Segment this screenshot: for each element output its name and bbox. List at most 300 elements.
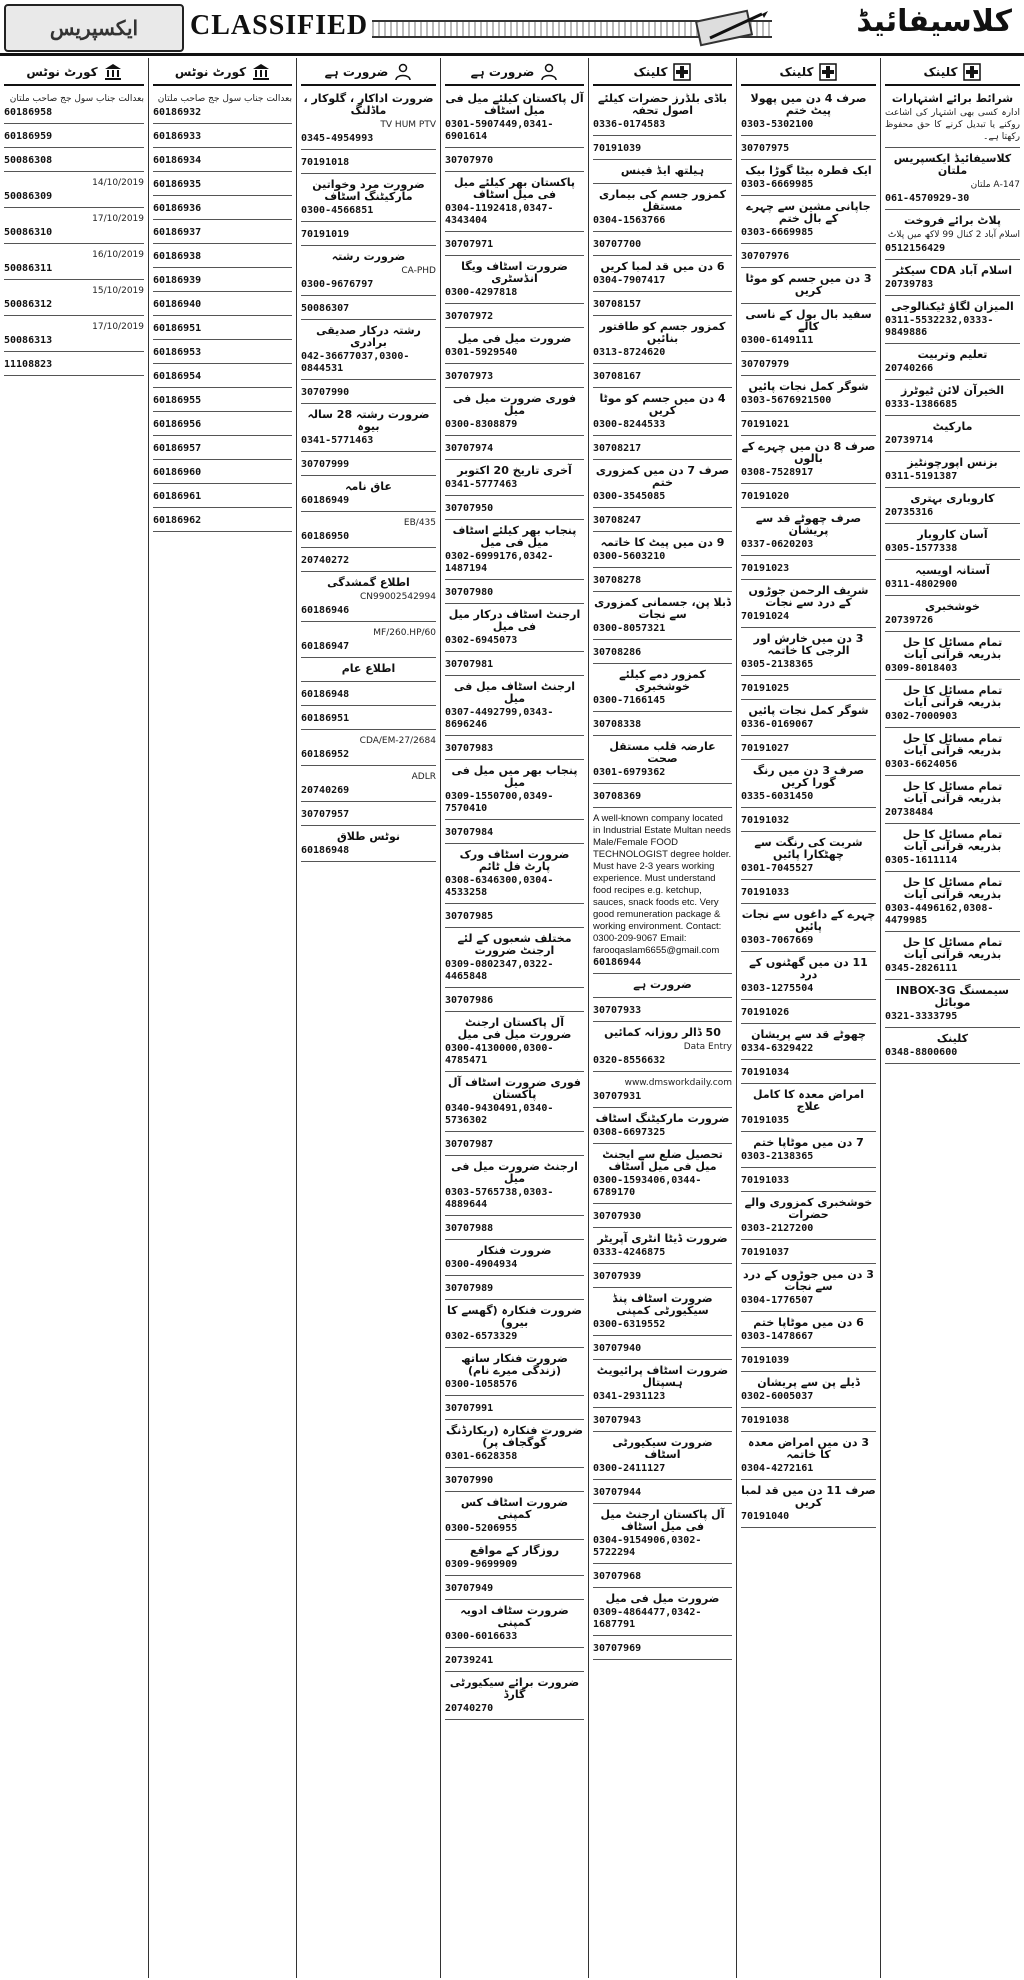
- classified-ad: [741, 138, 876, 160]
- ad-phone: 0304-4272161: [741, 1463, 814, 1474]
- classified-ad: [445, 306, 584, 328]
- ad-phone: 0303-6624056: [885, 759, 958, 770]
- classified-ad: [153, 270, 292, 292]
- ad-phone: 0300-8057321: [593, 623, 666, 634]
- ad-phone: 0300-5603210: [593, 551, 666, 562]
- hiring-icon: [394, 63, 412, 81]
- column-6-heading: [153, 60, 292, 86]
- classified-ad: [301, 550, 436, 572]
- classified-ad: [885, 562, 1020, 596]
- column-1-heading: [885, 60, 1020, 86]
- classified-ad: [445, 1674, 584, 1720]
- classified-ad: [593, 138, 732, 160]
- classified-ad: [4, 90, 144, 124]
- ad-title: آسان کاروبار: [917, 528, 988, 541]
- ad-phone: 20735316: [885, 507, 934, 518]
- ad-title: کلینک: [936, 1032, 969, 1045]
- ad-title: مختلف شعبوں کے لئے ارجنٹ ضرورت: [457, 932, 572, 957]
- classified-ad: [4, 246, 144, 280]
- ad-phone: 0320-8556632: [593, 1055, 666, 1066]
- classified-ad: [445, 498, 584, 520]
- classified-ad: [593, 462, 732, 508]
- classified-ad: [445, 258, 584, 304]
- ad-title: کمزور دمے کیلئے خوشخبری: [619, 668, 706, 693]
- ad-phone: 20740270: [445, 1703, 494, 1714]
- classified-ad: [741, 198, 876, 244]
- ad-phone: 20739241: [445, 1655, 494, 1666]
- classified-ad: [593, 1338, 732, 1360]
- ad-phone: 30707973: [445, 371, 494, 382]
- classified-ad: [885, 598, 1020, 632]
- classified-ad: [885, 682, 1020, 728]
- classified-ad: [301, 382, 436, 404]
- ad-phone: 30708278: [593, 575, 642, 586]
- ad-phone: 0303-5302100: [741, 119, 814, 130]
- ad-title: شوگر کمل نجات پائیں: [748, 704, 869, 717]
- ad-phone: 60186961: [153, 491, 202, 502]
- ad-phone: 30708167: [593, 371, 642, 382]
- ad-body: اسلام آباد 2 کنال 99 لاکھ میں پلاٹ: [887, 230, 1020, 240]
- classified-ad: [593, 1000, 732, 1022]
- ad-phone: 70191024: [741, 611, 790, 622]
- classified-ad: [153, 438, 292, 460]
- ad-phone: 0302-6945073: [445, 635, 518, 646]
- ad-phone: 20740266: [885, 363, 934, 374]
- classified-ad: [301, 176, 436, 222]
- column-4: [440, 58, 588, 1978]
- classified-ad: [741, 1002, 876, 1024]
- classified-ad: [445, 1578, 584, 1600]
- classified-ad: [741, 246, 876, 268]
- classified-ad: [741, 1134, 876, 1168]
- ad-title: صرف 3 دن میں رنگ گورا کریں: [752, 764, 865, 789]
- ad-phone: 0302-6999176,0342-1487194: [445, 551, 554, 574]
- ad-phone: 0303-1478667: [741, 1331, 814, 1342]
- classified-ad: [885, 826, 1020, 872]
- classified-ad: [301, 478, 436, 512]
- ad-body: TV HUM PTV: [380, 120, 436, 130]
- ad-title: آل پاکستان ارجنٹ ضرورت میل فی میل: [457, 1016, 572, 1041]
- ad-phone: 50086307: [301, 303, 350, 314]
- classified-ad: [741, 1350, 876, 1372]
- ad-phone: 0512156429: [885, 243, 946, 254]
- classified-ad: [593, 1566, 732, 1588]
- column-3: [588, 58, 736, 1978]
- classified-ad: [593, 1146, 732, 1204]
- classified-ad: [593, 258, 732, 292]
- classified-ad: [885, 634, 1020, 680]
- classified-ad: [741, 1086, 876, 1132]
- ad-title: روزگار کے مواقع: [469, 1544, 560, 1557]
- classified-ad: [445, 1602, 584, 1648]
- ad-phone: 30708369: [593, 791, 642, 802]
- ad-phone: 0304-7907417: [593, 275, 666, 286]
- ad-title: صرف 7 دن میں کمزوری ختم: [595, 464, 730, 489]
- ad-title: فوری ضرورت اسٹاف آل پاکستان: [448, 1076, 581, 1101]
- ad-title: 7 دن میں موٹاپا ختم: [753, 1136, 864, 1149]
- ad-phone: 0300-3545085: [593, 491, 666, 502]
- court-icon: [104, 63, 122, 81]
- ad-title: رشتہ درکار صدیقی برادری: [316, 324, 421, 349]
- ad-title: ضرورت ڈیٹا انٹری آپریٹر: [597, 1232, 728, 1245]
- classified-ad: [885, 874, 1020, 932]
- ad-phone: 70191033: [741, 887, 790, 898]
- ad-phone: 042-36677037,0300-0844531: [301, 351, 410, 374]
- ad-body: CN99002542994: [359, 592, 436, 602]
- ad-phone: 20740272: [301, 555, 350, 566]
- classified-ad: [301, 90, 436, 150]
- ad-title: آخری تاریخ 20 اکتوبر: [457, 464, 572, 477]
- ad-body: 17/10/2019: [92, 214, 144, 224]
- classified-ad: [4, 126, 144, 148]
- ad-phone: 50086313: [4, 335, 53, 346]
- ad-phone: 60186938: [153, 251, 202, 262]
- classified-ad: [445, 234, 584, 256]
- classified-ad: [885, 730, 1020, 776]
- classified-ad: [593, 1434, 732, 1480]
- ad-phone: 30708247: [593, 515, 642, 526]
- ad-phone: 60186955: [153, 395, 202, 406]
- classified-ad: [593, 1024, 732, 1072]
- column-5: [296, 58, 440, 1978]
- ad-title: باڈی بلڈرز حضرات کیلئے اصول تحفہ: [597, 92, 728, 117]
- column-3-ads: [593, 90, 732, 1660]
- classified-ad: [301, 298, 436, 320]
- classified-ad: [741, 1482, 876, 1528]
- classified-ad: [4, 354, 144, 376]
- classified-title-en: CLASSIFIED: [190, 10, 369, 41]
- ad-body: ADLR: [411, 772, 436, 782]
- ad-title: جاپانی مشین سے چہرے کے بال ختم: [746, 200, 871, 225]
- classified-ad: [593, 1506, 732, 1564]
- ad-title: تمام مسائل کا حل بذریعہ قرآنی آیات: [902, 780, 1003, 805]
- express-logo: [4, 4, 184, 52]
- classified-ad: [885, 262, 1020, 296]
- classified-ad: [445, 1494, 584, 1540]
- ad-phone: 70191020: [741, 491, 790, 502]
- classified-ad: [301, 152, 436, 174]
- ad-phone: 30707974: [445, 443, 494, 454]
- ad-title: ڈیلے پن سے پریشان: [757, 1376, 860, 1389]
- ad-phone: 0300-6016633: [445, 1631, 518, 1642]
- ad-phone: 0336-0174583: [593, 119, 666, 130]
- ad-phone: 70191033: [741, 1175, 790, 1186]
- classified-ad: [445, 906, 584, 928]
- classified-ad: [741, 1194, 876, 1240]
- ad-phone: 0300-2411127: [593, 1463, 666, 1474]
- ad-title: ضرورت اسٹاف کس کمپنی: [460, 1496, 569, 1521]
- ad-title: 4 دن میں جسم کو موٹا کریں: [599, 392, 726, 417]
- column-7-heading-label: کورٹ نوٹس: [26, 65, 98, 79]
- ad-phone: 20740269: [301, 785, 350, 796]
- ad-phone: 0303-2138365: [741, 1151, 814, 1162]
- classified-ad: [741, 306, 876, 352]
- ad-title: تحصیل ضلع سے ایجنٹ میل فی میل اسٹاف: [602, 1148, 723, 1173]
- classified-ad: [153, 222, 292, 244]
- ad-phone: 50086311: [4, 263, 53, 274]
- ad-phone: 0304-1563766: [593, 215, 666, 226]
- classified-ad: [741, 738, 876, 760]
- ad-phone: 0333-4246875: [593, 1247, 666, 1258]
- classified-ad: [153, 126, 292, 148]
- ad-title: خوشخبری: [925, 600, 980, 613]
- column-6-ads: [153, 90, 292, 532]
- ad-phone: 30708217: [593, 443, 642, 454]
- ad-phone: 70191037: [741, 1247, 790, 1258]
- ad-phone: 30707987: [445, 1139, 494, 1150]
- ad-phone: 0301-6979362: [593, 767, 666, 778]
- ad-phone: 20738484: [885, 807, 934, 818]
- classified-ad: [301, 248, 436, 296]
- ad-phone: 30707971: [445, 239, 494, 250]
- ad-phone: 11108823: [4, 359, 53, 370]
- classified-ad: [593, 186, 732, 232]
- classified-ad: [153, 510, 292, 532]
- ad-phone: 20739726: [885, 615, 934, 626]
- ad-phone: 50086308: [4, 155, 53, 166]
- ad-phone: 30707979: [741, 359, 790, 370]
- classified-ad: [593, 234, 732, 256]
- ad-phone: 70191021: [741, 419, 790, 430]
- classified-ad: [593, 1110, 732, 1144]
- classified-ad: [153, 318, 292, 340]
- column-2: [736, 58, 880, 1978]
- ad-phone: 0301-6628358: [445, 1451, 518, 1462]
- ad-phone: 30707991: [445, 1403, 494, 1414]
- classified-ad: [741, 1266, 876, 1312]
- classified-ad: [445, 654, 584, 676]
- ad-title: ضرورت اسٹاف ورک پارٹ فل ٹائم: [459, 848, 570, 873]
- classified-ad: [741, 1374, 876, 1408]
- classified-ad: [593, 510, 732, 532]
- classified-ad: [885, 298, 1020, 344]
- ad-phone: 0341-5771463: [301, 435, 374, 446]
- ad-title: ضرورت اسٹاف پرائیویٹ ہسپتال: [596, 1364, 729, 1389]
- court-icon: [252, 63, 270, 81]
- ad-phone: 0305-2138365: [741, 659, 814, 670]
- ad-title: امراض معدہ کا کامل علاج: [753, 1088, 864, 1113]
- ad-title: ضرورت میل فی میل: [605, 1592, 720, 1605]
- ad-title: 3 دن میں جوڑوں کے درد سے نجات: [743, 1268, 874, 1293]
- ad-phone: 60186937: [153, 227, 202, 238]
- classified-ad: [301, 514, 436, 548]
- ad-phone: 70191019: [301, 229, 350, 240]
- ad-title: آستانہ اویسیہ: [915, 564, 990, 577]
- ad-title: ارجنٹ ضرورت میل فی میل: [451, 1160, 578, 1185]
- classified-ad: [153, 414, 292, 436]
- ad-title: آل پاکستان ارجنٹ میل فی میل اسٹاف: [600, 1508, 725, 1533]
- classified-ad: [445, 1422, 584, 1468]
- ad-phone: 0301-7045527: [741, 863, 814, 874]
- ad-body: www.dmsworkdaily.com: [624, 1078, 732, 1088]
- ad-phone: 0308-6346300,0304-4533258: [445, 875, 554, 898]
- column-6: [148, 58, 296, 1978]
- ad-title: اطلاع عام: [341, 662, 396, 675]
- column-2-ads: [741, 90, 876, 1528]
- classified-ad: [445, 330, 584, 364]
- ad-phone: 70191026: [741, 1007, 790, 1018]
- ad-phone: 30708338: [593, 719, 642, 730]
- ad-phone: 70191018: [301, 157, 350, 168]
- classified-ad: [445, 438, 584, 460]
- ad-phone: 60186950: [301, 531, 350, 542]
- ad-phone: 30707969: [593, 1643, 642, 1654]
- ad-phone: 60186932: [153, 107, 202, 118]
- ad-phone: 30707933: [593, 1005, 642, 1016]
- classified-ad: [593, 1266, 732, 1288]
- classified-ad: [445, 822, 584, 844]
- ad-phone: 0301-5907449,0341-6901614: [445, 119, 554, 142]
- ad-phone: 70191039: [741, 1355, 790, 1366]
- ad-phone: 0311-4802900: [885, 579, 958, 590]
- ad-phone: 30708157: [593, 299, 642, 310]
- ad-phone: 50086312: [4, 299, 53, 310]
- classified-ad: [445, 738, 584, 760]
- classified-ad: [153, 174, 292, 196]
- ad-phone: 30707943: [593, 1415, 642, 1426]
- ad-body: 435/EB: [403, 518, 436, 528]
- ad-phone: 0305-1577338: [885, 543, 958, 554]
- ad-body: بعدالت جناب سول جج صاحب ملتان: [157, 94, 292, 104]
- ad-phone: 0303-7067669: [741, 935, 814, 946]
- clinic-icon: [819, 63, 837, 81]
- ad-phone: 30707975: [741, 143, 790, 154]
- classified-ad: [301, 660, 436, 682]
- ad-title: تعلیم وتربیت: [917, 348, 988, 361]
- ad-body: MF/260.HP/60: [373, 628, 436, 638]
- ad-phone: 70191035: [741, 1115, 790, 1126]
- ad-phone: 70191034: [741, 1067, 790, 1078]
- classified-ad: [301, 732, 436, 766]
- ad-title: ضرورت اسٹاف پنڈ سیکیورٹی کمپنی: [612, 1292, 713, 1317]
- ad-title: ضرورت سیکیورٹی اسٹاف: [612, 1436, 713, 1461]
- ad-phone: 60186957: [153, 443, 202, 454]
- classified-ad: [445, 522, 584, 580]
- ad-title: ارجنٹ اسٹاف درکار میل فی میل: [448, 608, 581, 633]
- ad-title: شرائط برائے اشتہارات: [891, 92, 1014, 105]
- ad-phone: 30707984: [445, 827, 494, 838]
- ad-phone: 0304-1776507: [741, 1295, 814, 1306]
- ad-phone: 0303-2127200: [741, 1223, 814, 1234]
- ad-title: تمام مسائل کا حل بذریعہ قرآنی آیات: [902, 936, 1003, 961]
- ad-phone: 0311-5532232,0333-9849886: [885, 315, 994, 338]
- ad-phone: 20739714: [885, 435, 934, 446]
- classified-ad: [741, 906, 876, 952]
- ad-title: پنجاب بھر میں میل فی میل: [451, 764, 578, 789]
- classified-ad: [885, 526, 1020, 560]
- ad-phone: 30707986: [445, 995, 494, 1006]
- ad-phone: 0345-2826111: [885, 963, 958, 974]
- classified-ad: [885, 934, 1020, 980]
- ad-phone: 30707980: [445, 587, 494, 598]
- column-1: [880, 58, 1024, 1978]
- classified-ad: [741, 762, 876, 808]
- ad-title: کمزور جسم کی بیماری مستقل: [598, 188, 727, 213]
- column-1-ads: [885, 90, 1020, 1064]
- column-3-heading: [593, 60, 732, 86]
- classified-ad: [885, 490, 1020, 524]
- ad-phone: 0302-6573329: [445, 1331, 518, 1342]
- ad-title: بزنس اپورچونٹیز: [907, 456, 998, 469]
- ad-phone: 0304-9154906,0302-5722294: [593, 1535, 702, 1558]
- ad-phone: 0300-4566851: [301, 205, 374, 216]
- ad-title: ضرورت مارکیٹنگ اسٹاف: [595, 1112, 730, 1125]
- classified-ad: [445, 582, 584, 604]
- ad-phone: 60186953: [153, 347, 202, 358]
- ad-phone: 0321-3333795: [885, 1011, 958, 1022]
- classified-header: [0, 0, 1024, 56]
- ad-phone: 0300-4130000,0300-4785471: [445, 1043, 554, 1066]
- classified-ad: [445, 1470, 584, 1492]
- classified-ad: [445, 678, 584, 736]
- ad-title: ضرورت مرد وخواتین مارکیٹنگ اسٹاف: [312, 178, 425, 203]
- classified-ad: [593, 390, 732, 436]
- classified-ad: [741, 1314, 876, 1348]
- column-4-heading-label: ضرورت ہے: [470, 65, 535, 79]
- ad-title: ضرورت ہے: [633, 978, 692, 991]
- ad-title: ضرورت فنکار ساتھ (زندگی میرے نام): [461, 1352, 568, 1377]
- ad-title: صرف 8 دن میں چہرے کے بالوں: [741, 440, 876, 465]
- classified-ad: [593, 162, 732, 184]
- ad-phone: 30707976: [741, 251, 790, 262]
- ad-phone: 30707983: [445, 743, 494, 754]
- ad-phone: 0335-6031450: [741, 791, 814, 802]
- column-5-heading-label: ضرورت ہے: [324, 65, 389, 79]
- ad-phone: 0302-6005037: [741, 1391, 814, 1402]
- ad-title: پنجاب بھر کیلئے اسٹاف میل فی میل: [452, 524, 577, 549]
- classified-ad: [593, 1362, 732, 1408]
- ad-title: ضرورت فنکارہ (گھسے کا بیرو): [446, 1304, 583, 1329]
- ad-phone: 0303-6669985: [741, 227, 814, 238]
- ad-title: شوگر کمل نجات پائیں: [748, 380, 869, 393]
- classified-ad: [4, 150, 144, 172]
- ad-phone: 0300-4904934: [445, 1259, 518, 1270]
- classified-ad: [445, 90, 584, 148]
- ad-phone: 0341-2931123: [593, 1391, 666, 1402]
- ad-title: ضرورت اسٹاف ویگا انڈسٹری: [461, 260, 568, 285]
- ad-phone: 70191032: [741, 815, 790, 826]
- ad-title: چہرے کے داغوں سے نجات پائیں: [741, 908, 876, 933]
- classified-ad: [741, 414, 876, 436]
- ad-phone: 061-4570929-30: [885, 193, 970, 204]
- ad-phone: 30707700: [593, 239, 642, 250]
- classified-ad: [885, 212, 1020, 260]
- clinic-icon: [963, 63, 981, 81]
- ad-phone: 30707989: [445, 1283, 494, 1294]
- classified-ad: [885, 346, 1020, 380]
- ad-phone: 0333-1386685: [885, 399, 958, 410]
- classified-ad: [593, 294, 732, 316]
- classified-ad: [153, 486, 292, 508]
- ad-body: CA-PHD: [401, 266, 436, 276]
- ad-phone: 30707990: [301, 387, 350, 398]
- ad-phone: 50086310: [4, 227, 53, 238]
- ad-title: پاکستان بھر کیلئے میل فی میل اسٹاف: [453, 176, 576, 201]
- ad-phone: 60186960: [153, 467, 202, 478]
- classified-ad: [301, 406, 436, 452]
- ad-phone: 0345-4954993: [301, 133, 374, 144]
- ad-phone: 0311-5191387: [885, 471, 958, 482]
- ad-phone: 30707944: [593, 1487, 642, 1498]
- classified-ad: [741, 486, 876, 508]
- ad-title: ایک قطرہ بیٹا گوڑا بیک: [745, 164, 872, 177]
- classified-ad: [445, 1074, 584, 1132]
- classified-ad: [301, 768, 436, 802]
- classified-ad: [741, 702, 876, 736]
- classified-ad: [301, 624, 436, 658]
- classified-ad: [741, 834, 876, 880]
- classified-ad: [741, 582, 876, 628]
